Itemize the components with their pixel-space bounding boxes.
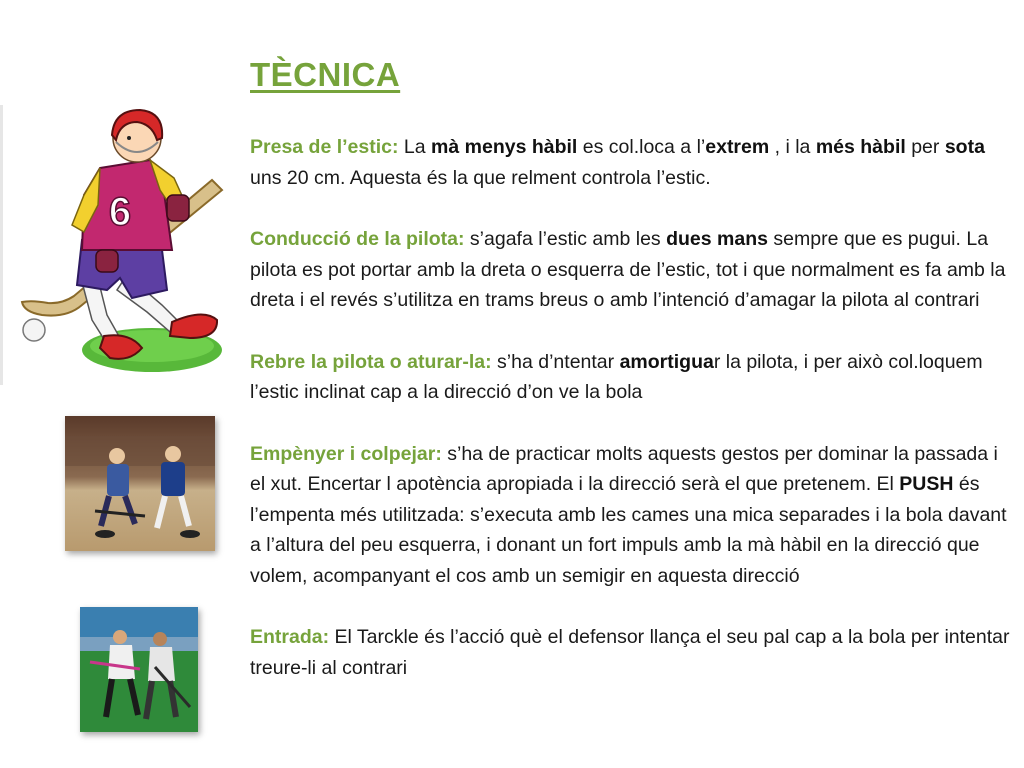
text-run: La xyxy=(398,136,432,158)
bold-run: mà menys hàbil xyxy=(431,136,578,158)
bold-run: dues mans xyxy=(666,228,768,250)
paragraph-ball-control xyxy=(250,224,1010,316)
text-run: és l’empenta més utilitzada: s’executa amb les cames una mica separades i la bola davant a l’altura del peu esquerra, i donant un fort impuls amb la mà hàbil en la direcció que volem, acompanyant el cos amb un semigir en aquesta direcció xyxy=(250,473,1007,587)
rink-hockey-photo xyxy=(65,416,215,551)
text-run: s’agafa l’estic amb les xyxy=(464,228,667,250)
heading-pushing: Empènyer i colpejar: xyxy=(250,442,442,465)
text-run: r la pilota, i per això col.loquem l’estic inclinat cap a la direcció d’on ve la bola xyxy=(250,350,983,403)
bold-run: sota xyxy=(944,136,985,158)
bold-run: PUSH xyxy=(899,473,954,495)
text-run: El Tarckle és l’acció què el defensor llança el seu pal cap a la bola per intentar treure-li al contrari xyxy=(250,626,1010,679)
text-run: s’ha de practicar molts aquests gestos per dominar la passada i el xut. Encertar l apotència apropiada i la direcció serà el que pretenem. El xyxy=(250,442,998,495)
text-run: es col.loca a l’ xyxy=(577,136,706,158)
paragraph-pushing xyxy=(250,439,1010,592)
text-run: per xyxy=(905,136,945,158)
text-run: s’ha d’ntentar xyxy=(491,350,620,373)
hockey-player-cartoon xyxy=(12,100,237,380)
text-run: sempre que es pugui. La pilota es pot portar amb la dreta o esquerra de l’estic, tot i que normalment es fa amb la dreta i el revés s’utilitza en trams breus o amb l’intenció d’amagar la pilota al contrari xyxy=(250,228,1006,311)
text-run: uns 20 cm. Aquesta és la que relment controla l’estic. xyxy=(250,166,711,189)
paragraph-grip xyxy=(250,132,1010,193)
jersey-number: 6 xyxy=(108,190,132,234)
heading-grip: Presa de l’estic: xyxy=(250,136,399,158)
heading-tackle: Entrada: xyxy=(250,626,330,648)
content-body xyxy=(250,132,1010,714)
edge-divider xyxy=(0,105,3,385)
paragraph-tackle xyxy=(250,622,1010,683)
bold-run: amortigua xyxy=(619,350,714,373)
text-run: , i la xyxy=(769,136,816,158)
slide-title: TÈCNICA xyxy=(250,56,401,93)
bold-run: extrem xyxy=(705,136,770,158)
heading-ball-control: Conducció de la pilota: xyxy=(250,228,465,250)
field-hockey-photo xyxy=(80,607,198,732)
bold-run: més hàbil xyxy=(815,136,906,158)
paragraph-receiving xyxy=(250,347,1010,408)
heading-receiving: Rebre la pilota o aturar-la: xyxy=(250,350,492,373)
